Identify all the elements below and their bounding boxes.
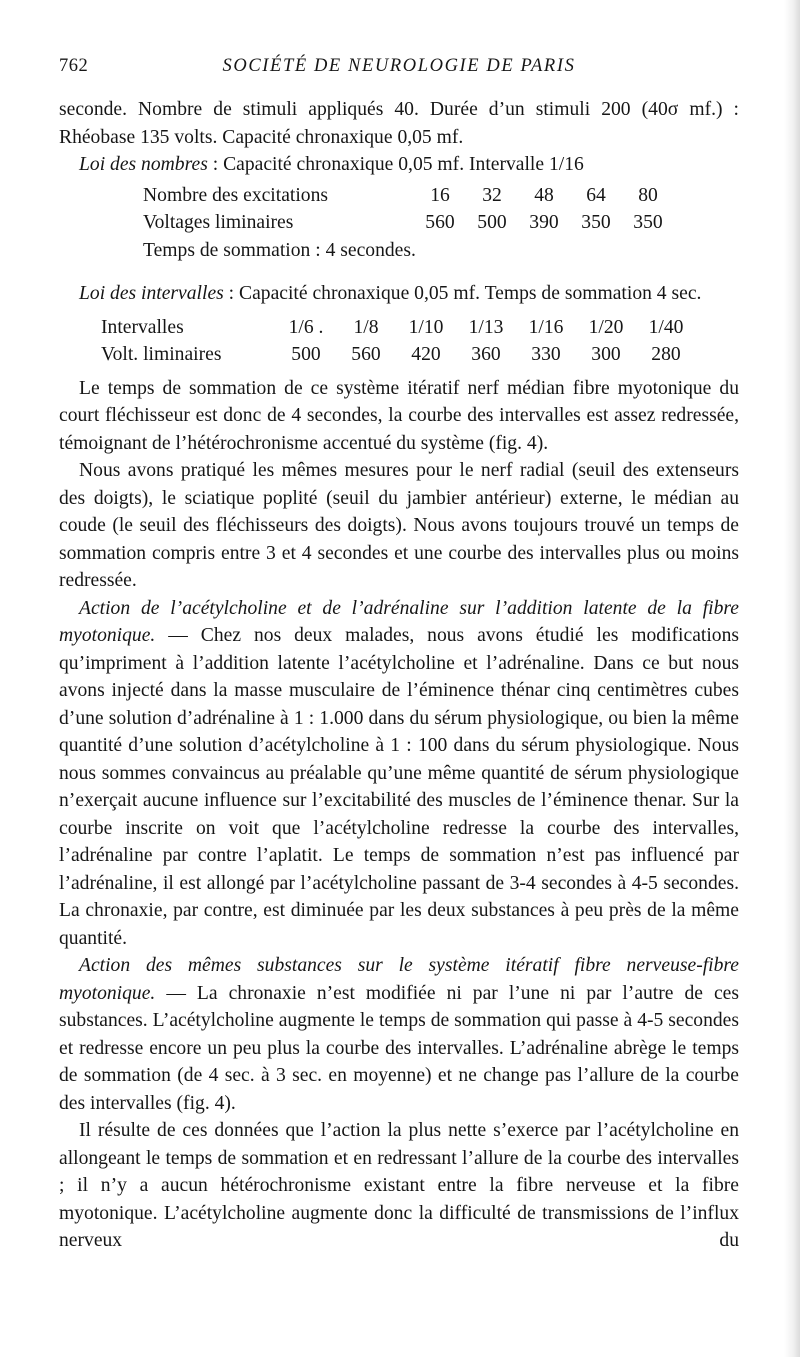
table-cell: 420 xyxy=(411,344,441,365)
table-cell: 300 xyxy=(591,344,621,365)
table-cell: 360 xyxy=(471,344,501,365)
table-cell: 48 xyxy=(534,184,554,206)
spacer xyxy=(59,264,739,280)
table-cell: 1/8 xyxy=(353,316,379,338)
section-text-substances: — La chronaxie n’est modifiée ni par l’une ni par l’autre de ces substances. L’acétylcholine augmente le temps de sommation qui passe à 4-5 secondes et redresse encore un peu plus la courbe des intervalles. L’adrénaline abrège le temps de sommation (de 4 sec. à 3 sec. en moyenne) et ne change pas l’allure de la courbe des intervalles (fig. 4). xyxy=(59,982,739,1114)
table-cell: 32 xyxy=(482,184,502,206)
loi-intervalles-paragraph xyxy=(59,280,739,308)
intro-line-1: seconde. Nombre de stimuli appliqués 40. Durée d’un stimuli 200 (40σ mf.) : xyxy=(59,99,739,120)
table-cell: 1/6 . xyxy=(288,316,324,338)
loi-nombres-paragraph xyxy=(59,151,739,179)
section-text-acetylcholine: — Chez nos deux malades, nous avons étudié les modifications qu’impriment à l’addition latente l’acétylcholine et l’adrénaline. Dans ce but nous avons injecté dans la masse musculaire de l’éminence thénar cinq centimètres cubes d’une solution d’adrénaline à 1 : 1.000 dans du sérum physiologique, ou bien la même quantité d’une solution d’acétylcholine à 1 : 100 dans du sérum physiologique. Nous nous sommes convaincus au préalable qu’une même quantité de sérum physiologique n’exerçait aucune influence sur l’excitabilité des muscles de l’éminence thenar. Sur la courbe inscrite on voit que l’acétylcholine redresse la courbe des intervalles, l’adrénaline par contre l’aplatit. Le temps de sommation n’est pas influencé par l’adrénaline, il est allongé par l’acétylcholine passant de 3-4 secondes à 4-5 secondes. La chronaxie, par contre, est diminuée par les deux substances à peu près de la même quantité. xyxy=(59,625,739,949)
table-cell: 350 xyxy=(633,212,663,233)
paragraph-action-substances xyxy=(59,952,739,1117)
row-label: Nombre des excitations xyxy=(143,184,329,206)
paragraph-action-acetylcholine xyxy=(59,595,739,953)
table-cell: 330 xyxy=(531,344,561,365)
section-heading-acetylcholine: Action de l’acétylcholine et de l’adrénaline sur l’addition latente de la fibre myotonique. xyxy=(59,597,739,646)
loi-intervalles-text: : Capacité chronaxique 0,05 mf. Temps de sommation 4 sec. xyxy=(223,283,702,304)
table-row xyxy=(143,209,674,237)
loi-nombres-heading: Loi des nombres xyxy=(79,154,208,175)
table-cell: 1/13 xyxy=(468,316,504,338)
section-heading-substances: Action des mêmes substances sur le système itératif fibre nerveuse-fibre myotonique. xyxy=(59,955,739,1004)
paragraph-sommation-median: Le temps de sommation de ce système itératif nerf médian fibre myotonique du court fléchisseur est donc de 4 secondes, la courbe des intervalles est assez redressée, témoignant de l’hétérochronisme accentué du système (fig. 4). xyxy=(59,377,739,454)
paragraph-autres-nerfs: Nous avons pratiqué les mêmes mesures pour le nerf radial (seuil des extenseurs des doigts), le sciatique poplité (seuil du jambier antérieur) externe, le médian au coude (le seuil des fléchisseurs des doigts). Nous avons toujours trouvé un temps de sommation compris entre 3 et 4 secondes et une courbe des intervalles plus ou moins redressée. xyxy=(59,460,739,591)
loi-intervalles-table xyxy=(101,314,696,369)
running-header xyxy=(59,56,739,80)
paragraph-conclusion: Il résulte de ces données que l’action la plus nette s’exerce par l’acétylcholine en allongeant le temps de sommation et en redressant l’allure de la courbe des intervalles ; il n’y a aucun hétérochronisme existant entre la fibre nerveuse et la fibre myotonique. L’acétylcholine augmente donc la difficulté de transmissions de l’influx nerveux du xyxy=(59,1120,739,1251)
running-title: SOCIÉTÉ DE NEUROLOGIE DE PARIS xyxy=(222,56,576,76)
table-cell: 1/10 xyxy=(408,316,444,338)
table-row xyxy=(143,182,674,210)
temps-de-sommation: Temps de sommation : 4 secondes. xyxy=(143,239,416,261)
body-text xyxy=(59,96,739,1255)
loi-nombres-table xyxy=(143,182,674,237)
table-cell: 500 xyxy=(477,212,507,233)
loi-intervalles-heading: Loi des intervalles xyxy=(79,283,224,304)
row-label: Intervalles xyxy=(101,316,184,338)
table-cell: 64 xyxy=(586,184,606,206)
table-cell: 1/40 xyxy=(648,316,684,338)
table-cell: 1/16 xyxy=(528,316,564,338)
page-number: 762 xyxy=(59,56,89,76)
table-cell: 280 xyxy=(651,344,681,365)
table-cell: 390 xyxy=(529,212,559,233)
table-cell: 80 xyxy=(638,184,658,206)
table-cell: 500 xyxy=(291,344,321,365)
row-label: Voltages liminaires xyxy=(143,212,294,233)
page-edge-shadow xyxy=(784,0,800,1357)
table-cell: 16 xyxy=(430,184,450,206)
table-cell: 560 xyxy=(351,344,381,365)
table-row xyxy=(101,314,696,342)
table-row xyxy=(101,341,696,369)
table-cell: 560 xyxy=(425,212,455,233)
intro-line-2: Rhéobase 135 volts. Capacité chronaxique 0,05 mf. xyxy=(59,126,464,148)
row-label: Volt. liminaires xyxy=(101,344,222,365)
table-cell: 1/20 xyxy=(588,316,624,338)
table-cell: 350 xyxy=(581,212,611,233)
loi-nombres-text: : Capacité chronaxique 0,05 mf. Intervalle 1/16 xyxy=(207,154,584,175)
